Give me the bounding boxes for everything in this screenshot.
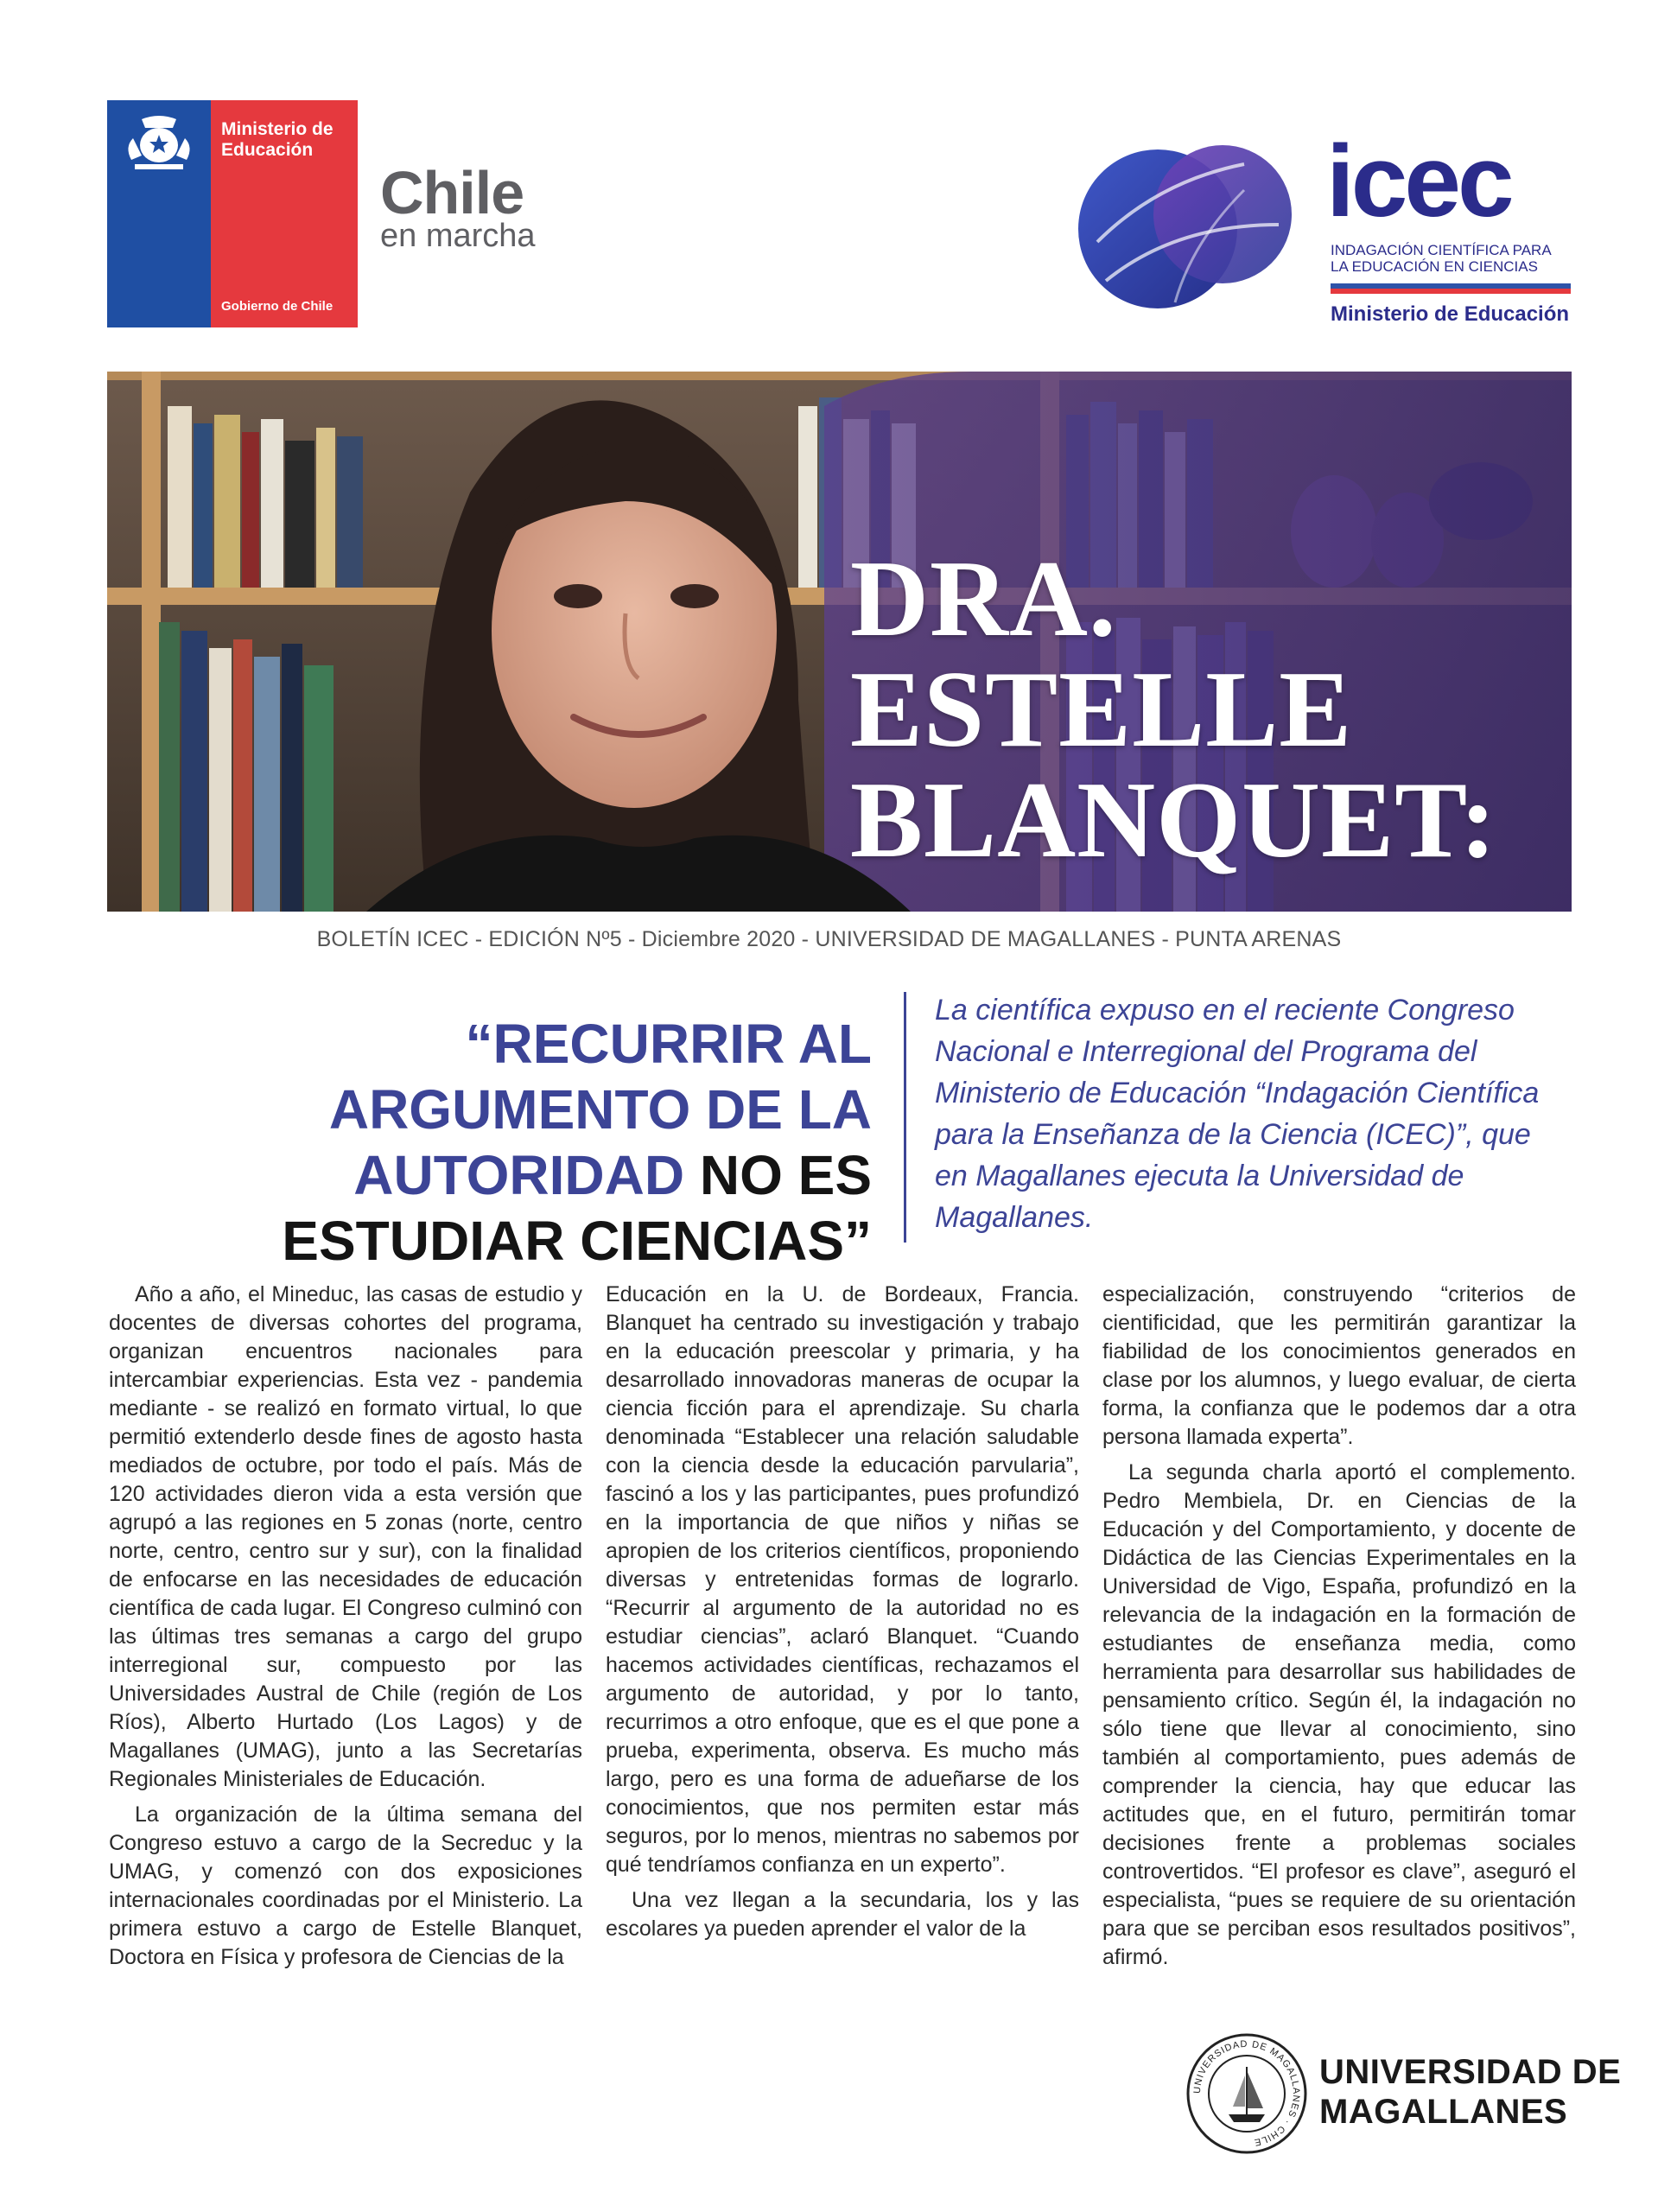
icec-color-bar bbox=[1331, 283, 1571, 294]
article-lead: La científica expuso en el reciente Congreso Nacional e Interregional del Programa del Ministerio de Educación “Indagación Científica para la Enseñanza de la Ciencia (ICEC)”, que en Magallanes ejecuta la Universidad de Magallanes. bbox=[935, 994, 1540, 1234]
mineduc-logo bbox=[107, 100, 358, 327]
paragraph: Educación en la U. de Bordeaux, Francia. Blanquet ha centrado su investigación y trabajo en la educación preescolar y primaria, y ha desarrollado innovadoras maneras de ocupar la ciencia ficción para el aprendizaje. Su charla denominada “Establecer una relación saludable con la ciencia desde la educación parvularia”, fascinó a los y las participantes, pues profundizó en la importancia de que niños y niñas se apropien de los criterios científicos, proponiendo diversas y entretenidas formas de lograrlo. “Recurrir al argumento de la autoridad no es estudiar ciencias”, aclaró Blanquet. “Cuando hacemos actividades científicas, rechazamos el argumento de autoridad, y por lo tanto, recurrimos a otro enfoque, que es el que pone a prueba, experimenta, observa. Es mucho más largo, pero es una forma de adueñarse de los conocimientos, que nos permiten estar más seguros, por lo menos, mientras no sabemos por qué tendríamos confianza en un experto”. bbox=[606, 1282, 1079, 1877]
icec-globe-icon bbox=[1071, 130, 1313, 337]
hero-title-line2: ESTELLE bbox=[850, 650, 1353, 770]
body-column-3 bbox=[1102, 1281, 1576, 1979]
bulletin-info-line: BOLETÍN ICEC - EDICIÓN Nº5 - Diciembre 2020 - UNIVERSIDAD DE MAGALLANES - PUNTA ARENAS bbox=[316, 927, 1342, 951]
chile-coat-of-arms-icon bbox=[116, 112, 202, 173]
headline-blue-part: “RECURRIR AL ARGUMENTO DE LA AUTORIDAD bbox=[328, 1013, 872, 1206]
government-label: Gobierno de Chile bbox=[221, 299, 334, 314]
body-column-1 bbox=[109, 1281, 582, 1979]
paragraph: especialización, construyendo “criterios de cientificidad, que les permitirán garantizar la fiabilidad de los conocimientos generados en clase por los alumnos, y luego evaluar, de cierta forma, la confianza que le podemos dar a otra persona llamada experta”. bbox=[1102, 1282, 1576, 1449]
mineduc-logo-red-panel bbox=[211, 100, 358, 327]
hero-title bbox=[850, 539, 1497, 880]
icec-subtitle-line2: LA EDUCACIÓN EN CIENCIAS bbox=[1331, 258, 1538, 275]
paragraph: La organización de la última semana del Congreso estuvo a cargo de la Secreduc y la UMAG, y comenzó con dos exposiciones internacionales coordinadas por el Ministerio. La primera estuvo a cargo de Estelle Blanquet, Doctora en Física y profesora de Ciencias de la bbox=[109, 1802, 582, 1969]
headline-black-part: NO ES ESTUDIAR CIENCIAS” bbox=[282, 1144, 872, 1272]
ministry-name bbox=[221, 119, 334, 161]
icec-ministry-label: Ministerio de Educación bbox=[1331, 302, 1570, 326]
en-marcha-word: en marcha bbox=[380, 218, 536, 254]
icec-subtitle bbox=[1331, 242, 1552, 275]
chile-en-marcha-logo bbox=[380, 159, 536, 254]
paragraph: Una vez llegan a la secundaria, los y las escolares ya pueden aprender el valor de la bbox=[606, 1888, 1079, 1941]
umag-seal-icon bbox=[1185, 2032, 1308, 2155]
hero-title-line3: BLANQUET: bbox=[850, 760, 1497, 880]
mineduc-logo-blue-panel bbox=[107, 100, 211, 327]
article-headline bbox=[107, 1011, 872, 1274]
body-column-2 bbox=[606, 1281, 1079, 1950]
paragraph: Año a año, el Mineduc, las casas de estudio y docentes de diversas cohortes del programa, organizan encuentros nacionales para intercambiar experiencias. Esta vez - pandemia mediante - se realizó en formato virtual, lo que permitió extenderlo desde fines de agosto hasta mediados de octubre, por todo el país. Más de 120 actividades dieron vida a esta versión que agrupó a las regiones en 5 zonas (norte, centro norte, centro, centro sur y sur), con la finalidad de enfocarse en las necesidades de educación científica de cada lugar. El Congreso culminó con las últimas tres semanas a cargo del grupo interregional sur, compuesto por las Universidades Austral de Chile (región de Los Ríos), Alberto Hurtado (Los Lagos) y de Magallanes (UMAG), junto a las Secretarías Regionales Ministeriales de Educación. bbox=[109, 1282, 582, 1791]
chile-word: Chile bbox=[380, 159, 524, 226]
headline-divider bbox=[904, 992, 906, 1243]
ministry-name-line2: Educación bbox=[221, 140, 314, 160]
hero-photo bbox=[107, 372, 1572, 912]
university-name bbox=[1319, 2052, 1621, 2132]
paragraph: La segunda charla aportó el complemento. Pedro Membiela, Dr. en Ciencias de la Educación y del Comportamiento, y docente de Didáctica de las Ciencias Experimentales en la Universidad de Vigo, España, profundizó en la relevancia de la indagación en la formación de estudiantes de enseñanza media, como herramienta para desarrollar sus habilidades de pensamiento crítico. Según él, la indagación no sólo tiene que llevar al conocimiento, sino también al comportamiento, pues además de comprender la ciencia, hay que educar las actitudes que, en el futuro, permitirán tomar decisiones frente a problemas sociales controvertidos. “El profesor es clave”, aseguró el especialista, “pues se requiere de su orientación para que se perciban esos resultados positivos”, afirmó. bbox=[1102, 1460, 1576, 1969]
icec-subtitle-line1: INDAGACIÓN CIENTÍFICA PARA bbox=[1331, 242, 1552, 258]
ministry-name-line1: Ministerio de bbox=[221, 119, 334, 139]
icec-logo bbox=[1071, 124, 1572, 337]
icec-wordmark: icec bbox=[1326, 124, 1511, 238]
umag-seal-text: UNIVERSIDAD DE MAGALLANES · CHILE bbox=[1191, 2038, 1302, 2148]
hero-title-line1: DRA. bbox=[850, 539, 1117, 659]
university-name-line1: UNIVERSIDAD DE bbox=[1319, 2053, 1622, 2091]
university-name-line2: MAGALLANES bbox=[1319, 2093, 1568, 2131]
